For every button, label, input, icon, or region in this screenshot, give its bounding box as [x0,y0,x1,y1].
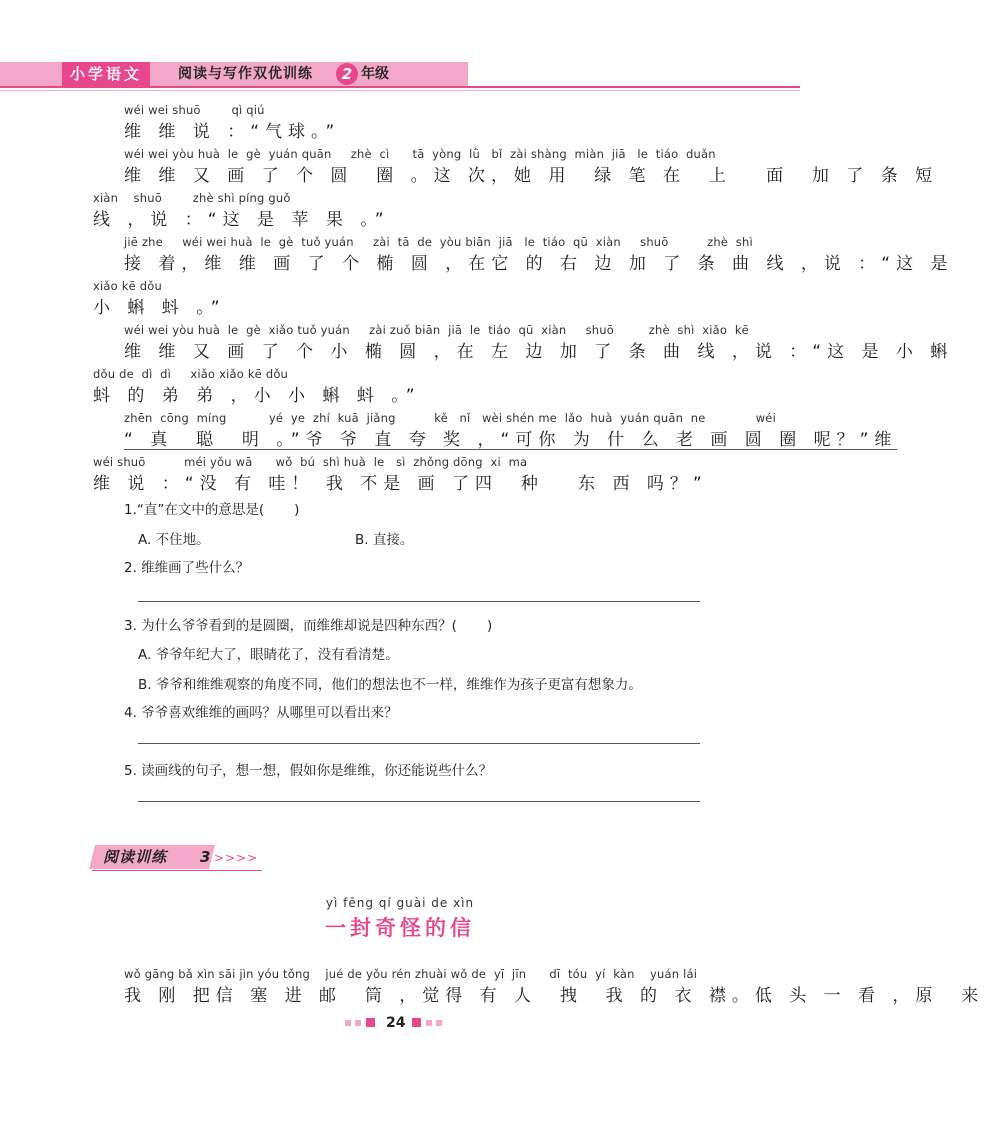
footer-square-icon [366,1018,375,1027]
book-title: 阅读与写作双优训练 [178,66,313,82]
text-line: 蚪 的 弟 弟 ，小 小 蝌 蚪 。” [93,386,421,406]
grade-word: 年级 [361,66,389,82]
pinyin-line: jiē zhe wéi wei huà le gè tuǒ yuán zài tā de yòu biān jiā le tiáo qū xiàn shuō zhè shì [124,235,753,249]
pinyin-line: zhēn cōng míng yé ye zhí kuā jiǎng kě nǐ wèi shén me lǎo huà yuán quān ne wéi [124,411,776,425]
page-footer [0,1013,800,1033]
text-line: 维 维 说 ：“气球。” [124,122,341,142]
pinyin-line: xiǎo kē dǒu [93,279,162,293]
text-line: 维 维 又 画 了 个 小 椭 圆 ，在 左 边 加 了 条 曲 线 ，说 ：“这 是 小 蝌 [124,342,954,362]
text-line: 小 蝌 蚪 。” [93,298,226,318]
text-line: 维 说 ：“没 有 哇！ 我 不是 画 了四 种 东 西 吗？” [93,474,708,494]
pinyin-line: wéi shuō méi yǒu wā wǒ bú shì huà le sì zhǒng dōng xi ma [93,455,528,469]
question-1-option-a: A. 不住地。 [138,532,210,548]
pinyin-line: wǒ gāng bǎ xìn sāi jìn yóu tǒng jué de yǒu rén zhuài wǒ de yī jīn dī tóu yí kàn yuán lái [124,967,698,981]
page-number: 24 [386,1015,406,1031]
answer-line[interactable] [138,601,700,602]
pinyin-line: wéi wei yòu huà le gè xiǎo tuǒ yuán zài zuǒ biān jiā le tiáo qū xiàn shuō zhè shì xiǎo kē [124,323,749,337]
section-arrows-icon: >>>> [214,851,259,865]
question-3-option-a: A. 爷爷年纪大了，眼睛花了，没有看清楚。 [138,647,399,663]
section-underline [92,870,262,871]
header-line [0,86,800,88]
subject-label: 小学语文 [62,62,150,86]
footer-square-icon [355,1020,361,1026]
pinyin-line: wéi wei shuō qì qiú [124,103,265,117]
text-line: 线 ，说 ：“这 是 苹 果 。” [93,210,390,230]
pinyin-line: xiàn shuō zhè shì píng guǒ [93,191,291,205]
question-3: 3. 为什么爷爷看到的是圆圈，而维维却说是四种东西？( ) [124,618,493,634]
grade-badge: 2 [336,63,358,85]
footer-square-icon [436,1020,442,1026]
question-3-option-b: B. 爷爷和维维观察的角度不同，他们的想法也不一样，维维作为孩子更富有想象力。 [138,677,642,693]
footer-square-icon [345,1020,351,1026]
answer-line[interactable] [138,743,700,744]
header-rule [0,90,800,91]
question-4: 4. 爷爷喜欢维维的画吗？从哪里可以看出来？ [124,705,398,721]
answer-line[interactable] [138,801,700,802]
pinyin-line: wéi wei yòu huà le gè yuán quān zhè cì tā yòng lǜ bǐ zài shàng miàn jiā le tiáo duǎn [124,147,716,161]
page-header [0,62,800,96]
question-1: 1.“直”在文中的意思是( ) [124,502,300,518]
pinyin-line: dǒu de dì dì xiǎo xiǎo kē dǒu [93,367,289,381]
question-1-option-b: B. 直接。 [355,532,414,548]
footer-square-icon [426,1020,432,1026]
story-title-pinyin: yì fēng qí guài de xìn [325,896,475,910]
underlined-sentence: “ 真 聪 明 。”爷 爷 直 夸 奖 ，“可你 为 什 么 老 画 圆 圈 呢？”维 [124,430,898,450]
footer-square-icon [412,1018,421,1027]
question-2: 2. 维维画了些什么？ [124,560,250,576]
question-5: 5. 读画线的句子，想一想，假如你是维维，你还能说些什么？ [124,763,493,779]
section-label: 阅读训练 [103,848,168,866]
text-line: 我 刚 把信 塞 进 邮 筒 ，觉得 有 人 拽 我 的 衣 襟。低 头 一 看 ，原 来 [124,986,984,1006]
text-line: 接 着，维 维 画 了 个 椭 圆 ，在它 的 右 边 加 了 条 曲 线 ，说 ：“这 是 [124,254,954,274]
text-line: 维 维 又 画 了 个 圆 圈 。这 次，她 用 绿 笔 在 上 面 加 了 条 短 [124,166,939,186]
story-title: 一封奇怪的信 [325,916,475,940]
section-number: 3 [200,848,211,866]
